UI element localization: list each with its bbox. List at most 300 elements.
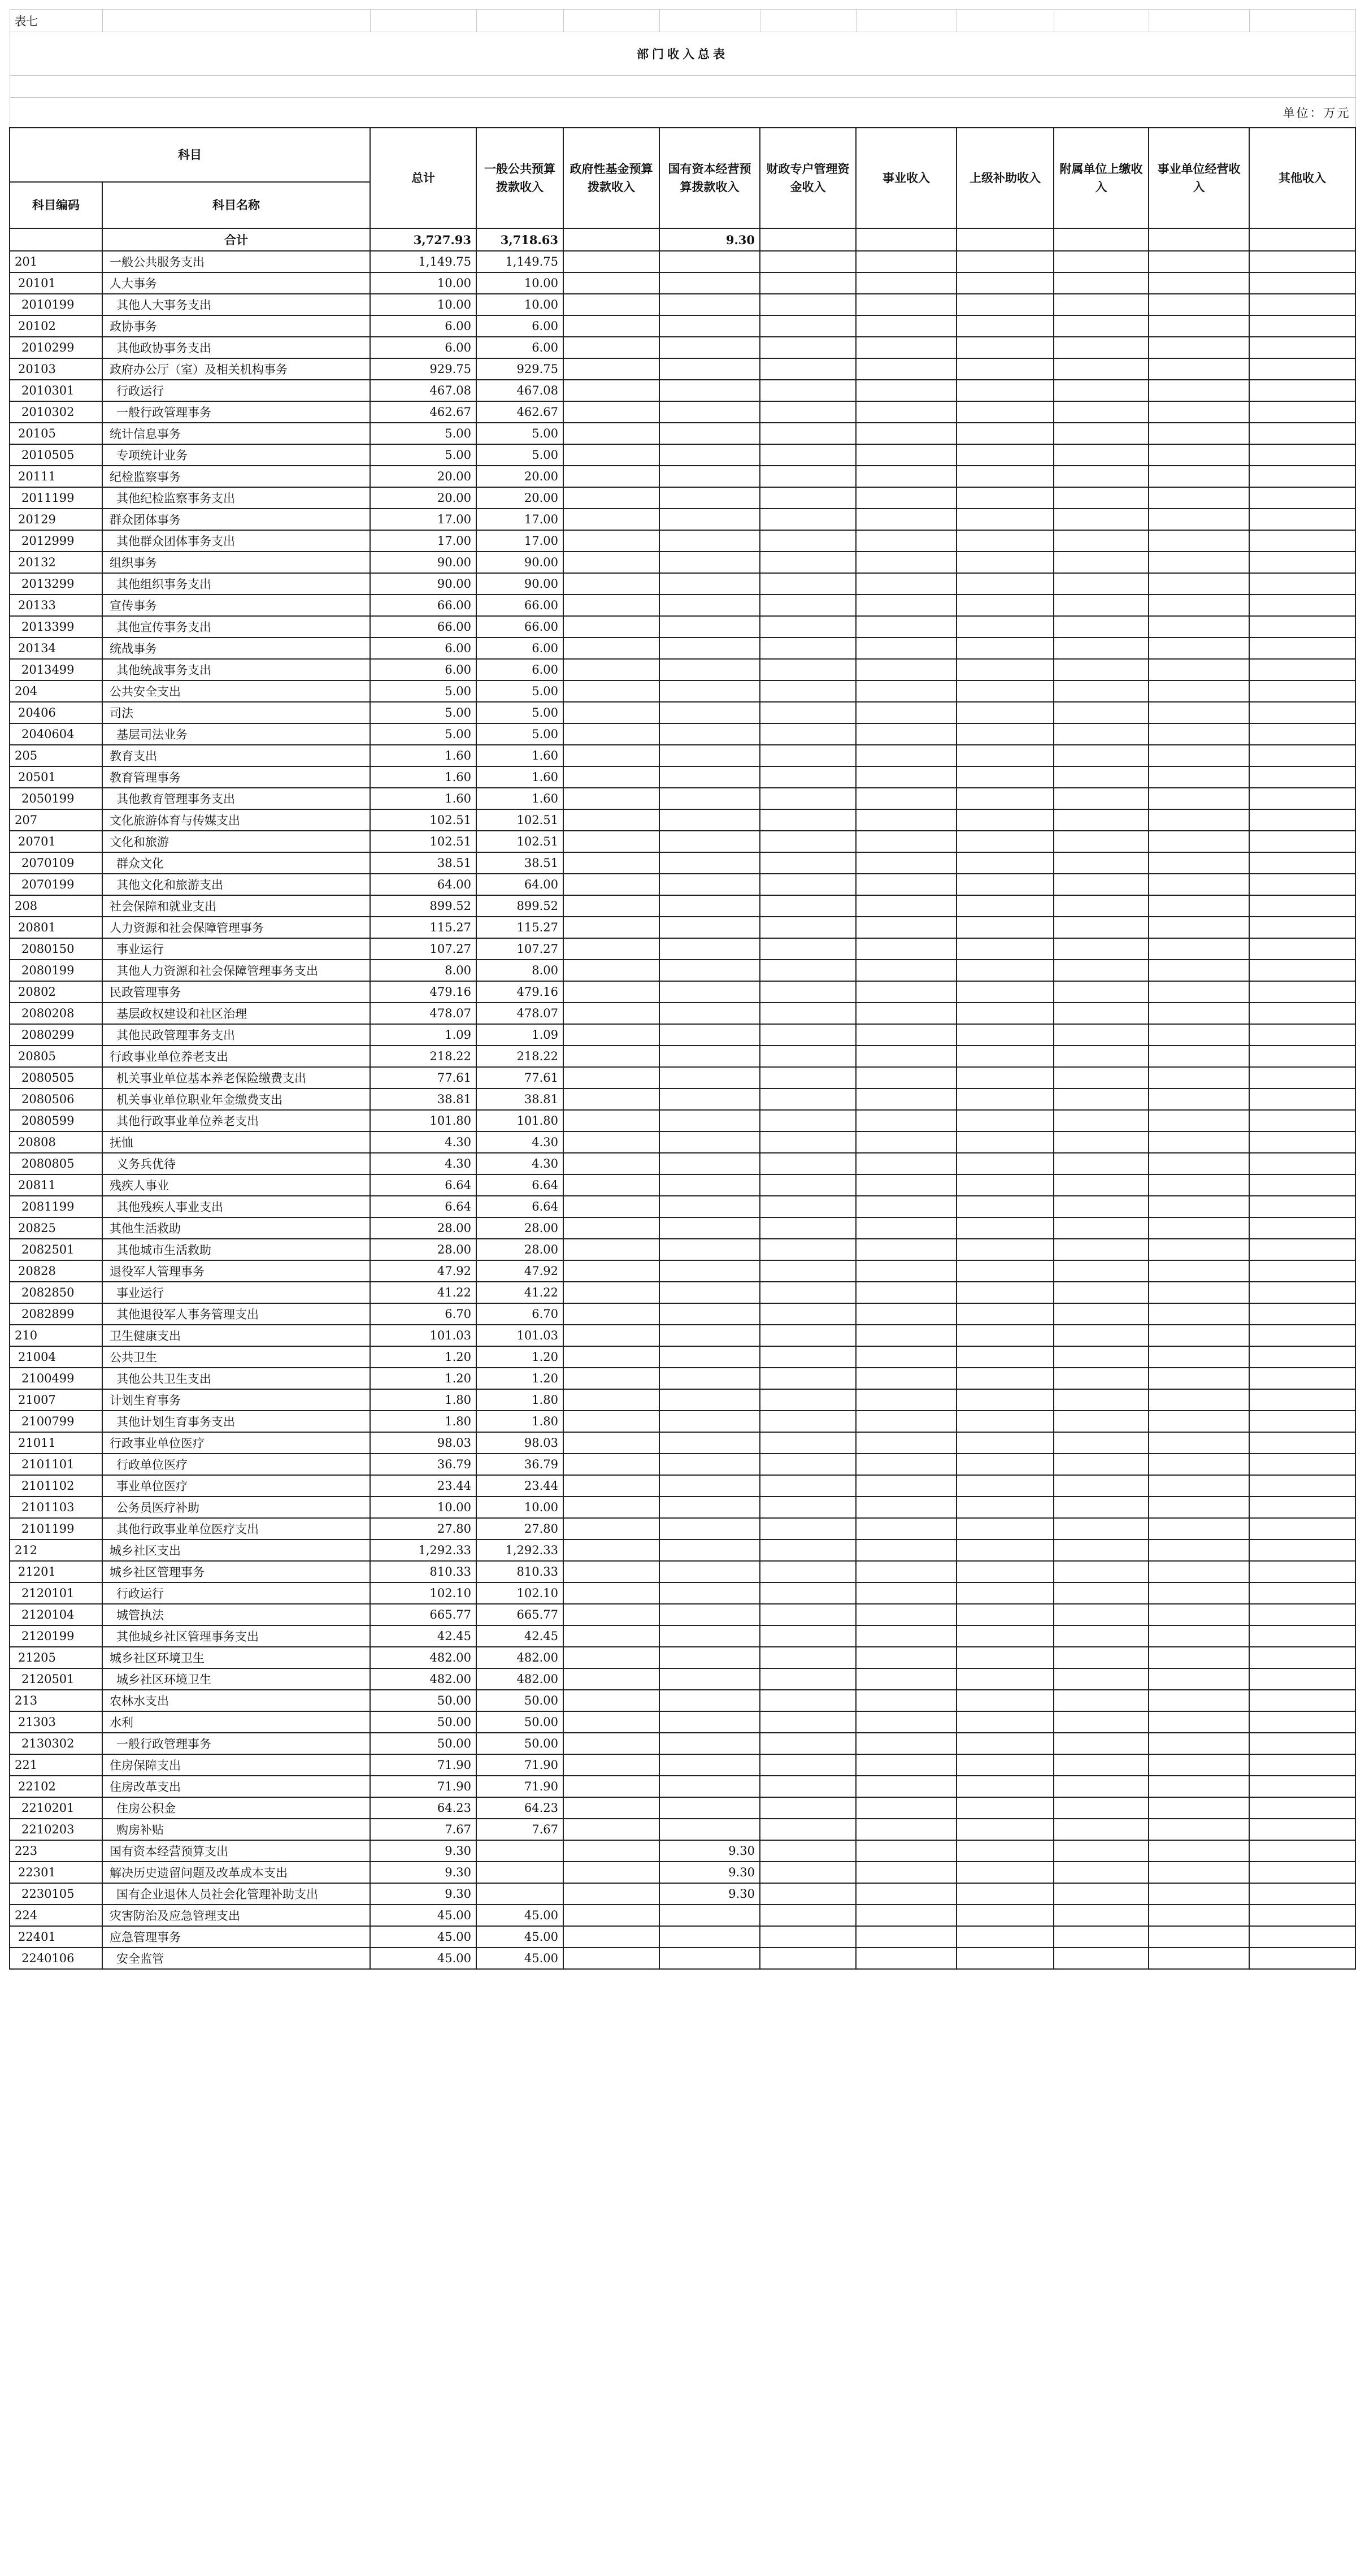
subject-name: 住房公积金 [102, 1797, 370, 1819]
amount-special [760, 895, 856, 917]
amount-business [856, 1711, 957, 1733]
table-row [10, 616, 1355, 638]
amount-business [856, 573, 957, 595]
amount-total: 28.00 [370, 1217, 476, 1239]
amount-state-capital [659, 1196, 760, 1217]
amount-business [856, 272, 957, 294]
amount-other [1249, 1561, 1355, 1582]
amount-operation [1149, 1926, 1249, 1948]
amount-superior [957, 1862, 1054, 1883]
amount-total: 5.00 [370, 444, 476, 466]
amount-business [856, 294, 957, 315]
subject-code: 2210203 [10, 1819, 102, 1840]
amount-state-capital [659, 1647, 760, 1668]
subject-code: 2080208 [10, 1003, 102, 1024]
amount-general: 4.30 [476, 1131, 563, 1153]
amount-special [760, 831, 856, 852]
amount-special [760, 272, 856, 294]
amount-total: 17.00 [370, 530, 476, 552]
amount-gov-fund [563, 1604, 659, 1625]
amount-state-capital [659, 831, 760, 852]
amount-gov-fund [563, 895, 659, 917]
amount-general: 36.79 [476, 1454, 563, 1475]
amount-general: 479.16 [476, 981, 563, 1003]
amount-total: 45.00 [370, 1948, 476, 1969]
amount-total: 9.30 [370, 1862, 476, 1883]
amount-special [760, 487, 856, 509]
amount-general: 45.00 [476, 1905, 563, 1926]
amount-special [760, 530, 856, 552]
amount-total: 1.20 [370, 1368, 476, 1389]
amount-business [856, 702, 957, 723]
amount-state-capital [659, 1733, 760, 1754]
table-row [10, 1883, 1355, 1905]
amount-total: 5.00 [370, 680, 476, 702]
table-row [10, 1582, 1355, 1604]
amount-state-capital [659, 1819, 760, 1840]
amount-other [1249, 315, 1355, 337]
amount-superior [957, 1411, 1054, 1432]
subject-name: 人大事务 [102, 272, 370, 294]
subject-name: 公共卫生 [102, 1346, 370, 1368]
amount-state-capital [659, 1389, 760, 1411]
subject-code: 20701 [10, 831, 102, 852]
amount-total: 6.00 [370, 638, 476, 659]
amount-state-capital [659, 1260, 760, 1282]
amount-total: 929.75 [370, 358, 476, 380]
total-row-label: 合计 [102, 228, 370, 251]
subject-name: 其他生活救助 [102, 1217, 370, 1239]
amount-business [856, 1647, 957, 1668]
amount-total: 102.51 [370, 831, 476, 852]
amount-general: 10.00 [476, 272, 563, 294]
amount-business [856, 874, 957, 895]
amount-state-capital [659, 1303, 760, 1325]
amount-subsidiary [1054, 1153, 1149, 1174]
amount-superior [957, 595, 1054, 616]
amount-state-capital [659, 272, 760, 294]
table-row [10, 638, 1355, 659]
amount-subsidiary [1054, 1776, 1149, 1797]
header-subject: 科目 [10, 128, 370, 182]
amount-subsidiary [1054, 1518, 1149, 1539]
amount-superior [957, 1582, 1054, 1604]
amount-superior [957, 1690, 1054, 1711]
amount-special [760, 1819, 856, 1840]
subject-name: 应急管理事务 [102, 1926, 370, 1948]
amount-total: 8.00 [370, 960, 476, 981]
amount-general: 5.00 [476, 444, 563, 466]
table-row [10, 294, 1355, 315]
amount-business [856, 1217, 957, 1239]
subject-code: 201 [10, 251, 102, 272]
amount-gov-fund [563, 638, 659, 659]
amount-gov-fund [563, 1797, 659, 1819]
amount-subsidiary [1054, 723, 1149, 745]
subject-name: 其他行政事业单位医疗支出 [102, 1518, 370, 1539]
amount-gov-fund [563, 1840, 659, 1862]
amount-subsidiary [1054, 745, 1149, 766]
table-row [10, 1948, 1355, 1969]
subject-code: 205 [10, 745, 102, 766]
amount-subsidiary [1054, 251, 1149, 272]
subject-name: 统计信息事务 [102, 423, 370, 444]
amount-business [856, 895, 957, 917]
amount-operation [1149, 251, 1249, 272]
table-row [10, 1561, 1355, 1582]
amount-state-capital [659, 1690, 760, 1711]
amount-state-capital [659, 1346, 760, 1368]
amount-special [760, 874, 856, 895]
amount-general: 6.70 [476, 1303, 563, 1325]
amount-gov-fund [563, 960, 659, 981]
table-row [10, 788, 1355, 809]
amount-business [856, 723, 957, 745]
amount-other [1249, 380, 1355, 401]
amount-total: 47.92 [370, 1260, 476, 1282]
amount-special [760, 294, 856, 315]
amount-special [760, 1905, 856, 1926]
amount-business [856, 1325, 957, 1346]
amount-general [476, 1883, 563, 1905]
amount-subsidiary [1054, 917, 1149, 938]
amount-special [760, 702, 856, 723]
amount-total: 6.00 [370, 337, 476, 358]
amount-subsidiary [1054, 315, 1149, 337]
subject-name: 统战事务 [102, 638, 370, 659]
amount-other [1249, 1475, 1355, 1497]
amount-superior [957, 1883, 1054, 1905]
amount-total: 1,149.75 [370, 251, 476, 272]
table-row [10, 552, 1355, 573]
amount-operation [1149, 466, 1249, 487]
amount-total: 467.08 [370, 380, 476, 401]
amount-subsidiary [1054, 1454, 1149, 1475]
amount-general: 17.00 [476, 509, 563, 530]
table-row [10, 981, 1355, 1003]
subject-name: 行政事业单位养老支出 [102, 1046, 370, 1067]
amount-state-capital [659, 809, 760, 831]
table-row [10, 466, 1355, 487]
amount-other [1249, 358, 1355, 380]
subject-code: 21007 [10, 1389, 102, 1411]
subject-code: 2210201 [10, 1797, 102, 1819]
amount-subsidiary [1054, 1411, 1149, 1432]
amount-operation [1149, 1604, 1249, 1625]
amount-other [1249, 1582, 1355, 1604]
subject-code: 207 [10, 809, 102, 831]
amount-special [760, 1840, 856, 1862]
amount-general: 5.00 [476, 680, 563, 702]
total-row-total: 3,727.93 [370, 228, 476, 251]
subject-code: 2010301 [10, 380, 102, 401]
table-row [10, 1260, 1355, 1282]
amount-special [760, 788, 856, 809]
amount-other [1249, 1604, 1355, 1625]
amount-business [856, 315, 957, 337]
amount-other [1249, 1110, 1355, 1131]
amount-business [856, 1260, 957, 1282]
amount-state-capital [659, 1046, 760, 1067]
table-row [10, 852, 1355, 874]
amount-gov-fund [563, 981, 659, 1003]
amount-other [1249, 1711, 1355, 1733]
amount-other [1249, 1733, 1355, 1754]
amount-subsidiary [1054, 1497, 1149, 1518]
amount-operation [1149, 1325, 1249, 1346]
amount-subsidiary [1054, 1239, 1149, 1260]
amount-gov-fund [563, 1260, 659, 1282]
amount-general [476, 1862, 563, 1883]
table-row [10, 1497, 1355, 1518]
amount-other [1249, 960, 1355, 981]
subject-code: 208 [10, 895, 102, 917]
amount-gov-fund [563, 1303, 659, 1325]
subject-name: 城管执法 [102, 1604, 370, 1625]
amount-state-capital [659, 1411, 760, 1432]
amount-superior [957, 1475, 1054, 1497]
amount-superior [957, 1239, 1054, 1260]
subject-code: 2012999 [10, 530, 102, 552]
amount-operation [1149, 938, 1249, 960]
subject-name: 义务兵优待 [102, 1153, 370, 1174]
subject-name: 城乡社区环境卫生 [102, 1668, 370, 1690]
table-row [10, 723, 1355, 745]
subject-code: 2230105 [10, 1883, 102, 1905]
amount-state-capital [659, 487, 760, 509]
amount-special [760, 680, 856, 702]
header-special-account: 财政专户管理资金收入 [760, 128, 856, 228]
income-summary-table [9, 9, 1356, 1970]
subject-code: 2010505 [10, 444, 102, 466]
subject-code: 20111 [10, 466, 102, 487]
amount-operation [1149, 723, 1249, 745]
amount-business [856, 1282, 957, 1303]
amount-state-capital [659, 702, 760, 723]
amount-gov-fund [563, 831, 659, 852]
amount-gov-fund [563, 423, 659, 444]
subject-name: 住房改革支出 [102, 1776, 370, 1797]
amount-subsidiary [1054, 1196, 1149, 1217]
amount-operation [1149, 1454, 1249, 1475]
amount-subsidiary [1054, 788, 1149, 809]
amount-total: 665.77 [370, 1604, 476, 1625]
amount-state-capital [659, 315, 760, 337]
amount-other [1249, 1411, 1355, 1432]
amount-total: 10.00 [370, 272, 476, 294]
amount-total: 7.67 [370, 1819, 476, 1840]
amount-business [856, 1840, 957, 1862]
table-row [10, 1325, 1355, 1346]
amount-operation [1149, 1088, 1249, 1110]
table-row [10, 573, 1355, 595]
amount-gov-fund [563, 1411, 659, 1432]
subject-name: 一般行政管理事务 [102, 401, 370, 423]
amount-total: 98.03 [370, 1432, 476, 1454]
amount-operation [1149, 1003, 1249, 1024]
subject-name: 其他群众团体事务支出 [102, 530, 370, 552]
amount-business [856, 1389, 957, 1411]
amount-general: 482.00 [476, 1647, 563, 1668]
table-row [10, 1475, 1355, 1497]
subject-code: 21004 [10, 1346, 102, 1368]
amount-other [1249, 1625, 1355, 1647]
amount-total: 1.80 [370, 1389, 476, 1411]
amount-total: 77.61 [370, 1067, 476, 1088]
subject-name: 基层司法业务 [102, 723, 370, 745]
amount-business [856, 1497, 957, 1518]
amount-gov-fund [563, 659, 659, 680]
amount-subsidiary [1054, 1368, 1149, 1389]
amount-business [856, 1153, 957, 1174]
amount-general: 218.22 [476, 1046, 563, 1067]
amount-other [1249, 444, 1355, 466]
amount-general: 1.20 [476, 1346, 563, 1368]
amount-state-capital [659, 1153, 760, 1174]
subject-code: 2013499 [10, 659, 102, 680]
amount-superior [957, 852, 1054, 874]
amount-operation [1149, 1840, 1249, 1862]
subject-code: 2080599 [10, 1110, 102, 1131]
amount-superior [957, 466, 1054, 487]
amount-special [760, 1174, 856, 1196]
table-row [10, 509, 1355, 530]
amount-total: 66.00 [370, 616, 476, 638]
amount-other [1249, 1239, 1355, 1260]
amount-special [760, 315, 856, 337]
amount-other [1249, 1862, 1355, 1883]
amount-other [1249, 895, 1355, 917]
amount-business [856, 1797, 957, 1819]
table-row [10, 444, 1355, 466]
amount-gov-fund [563, 680, 659, 702]
amount-superior [957, 1389, 1054, 1411]
amount-superior [957, 1518, 1054, 1539]
amount-general: 6.00 [476, 659, 563, 680]
amount-special [760, 1368, 856, 1389]
amount-total: 482.00 [370, 1668, 476, 1690]
subject-code: 2070199 [10, 874, 102, 895]
amount-special [760, 358, 856, 380]
amount-total: 9.30 [370, 1883, 476, 1905]
amount-other [1249, 1282, 1355, 1303]
table-row [10, 1905, 1355, 1926]
amount-operation [1149, 1647, 1249, 1668]
amount-other [1249, 272, 1355, 294]
subject-code: 20811 [10, 1174, 102, 1196]
table-row [10, 1217, 1355, 1239]
subject-code: 2013299 [10, 573, 102, 595]
amount-gov-fund [563, 444, 659, 466]
subject-name: 司法 [102, 702, 370, 723]
amount-gov-fund [563, 1733, 659, 1754]
unit-label: 单位：万元 [10, 98, 1355, 128]
amount-business [856, 1668, 957, 1690]
amount-special [760, 1539, 856, 1561]
amount-general: 102.51 [476, 809, 563, 831]
amount-state-capital [659, 552, 760, 573]
amount-business [856, 1862, 957, 1883]
amount-special [760, 1110, 856, 1131]
amount-superior [957, 1454, 1054, 1475]
amount-subsidiary [1054, 401, 1149, 423]
amount-state-capital [659, 1754, 760, 1776]
amount-other [1249, 337, 1355, 358]
amount-business [856, 680, 957, 702]
amount-operation [1149, 1110, 1249, 1131]
amount-state-capital: 9.30 [659, 1862, 760, 1883]
amount-superior [957, 1110, 1054, 1131]
amount-gov-fund [563, 272, 659, 294]
amount-gov-fund [563, 1325, 659, 1346]
amount-total: 9.30 [370, 1840, 476, 1862]
amount-business [856, 1088, 957, 1110]
subject-code: 2080805 [10, 1153, 102, 1174]
subject-name: 文化旅游体育与传媒支出 [102, 809, 370, 831]
table-row [10, 809, 1355, 831]
amount-other [1249, 1647, 1355, 1668]
amount-operation [1149, 530, 1249, 552]
amount-superior [957, 1067, 1054, 1088]
amount-gov-fund [563, 1475, 659, 1497]
amount-total: 218.22 [370, 1046, 476, 1067]
subject-name: 其他城市生活救助 [102, 1239, 370, 1260]
amount-total: 1.60 [370, 788, 476, 809]
amount-total: 1.09 [370, 1024, 476, 1046]
amount-special [760, 1046, 856, 1067]
amount-operation [1149, 1239, 1249, 1260]
amount-special [760, 1797, 856, 1819]
amount-other [1249, 1690, 1355, 1711]
amount-special [760, 1153, 856, 1174]
amount-gov-fund [563, 358, 659, 380]
subject-name: 机关事业单位基本养老保险缴费支出 [102, 1067, 370, 1088]
table-row [10, 1711, 1355, 1733]
table-row [10, 895, 1355, 917]
amount-general: 28.00 [476, 1217, 563, 1239]
amount-special [760, 1690, 856, 1711]
subject-code: 2013399 [10, 616, 102, 638]
amount-business [856, 358, 957, 380]
subject-code: 2101103 [10, 1497, 102, 1518]
amount-operation [1149, 1862, 1249, 1883]
table-row [10, 1819, 1355, 1840]
amount-other [1249, 423, 1355, 444]
amount-subsidiary [1054, 702, 1149, 723]
amount-business [856, 788, 957, 809]
subject-code: 21011 [10, 1432, 102, 1454]
amount-state-capital [659, 638, 760, 659]
table-row [10, 401, 1355, 423]
table-row [10, 251, 1355, 272]
subject-code: 20501 [10, 766, 102, 788]
amount-special [760, 960, 856, 981]
subject-name: 抚恤 [102, 1131, 370, 1153]
header-business: 事业收入 [856, 128, 957, 228]
amount-superior [957, 1303, 1054, 1325]
table-row [10, 1625, 1355, 1647]
table-row [10, 1282, 1355, 1303]
amount-subsidiary [1054, 380, 1149, 401]
amount-other [1249, 1539, 1355, 1561]
amount-total: 20.00 [370, 466, 476, 487]
amount-other [1249, 1368, 1355, 1389]
subject-name: 行政运行 [102, 1582, 370, 1604]
amount-other [1249, 1432, 1355, 1454]
subject-name: 人力资源和社会保障管理事务 [102, 917, 370, 938]
amount-special [760, 380, 856, 401]
amount-other [1249, 530, 1355, 552]
